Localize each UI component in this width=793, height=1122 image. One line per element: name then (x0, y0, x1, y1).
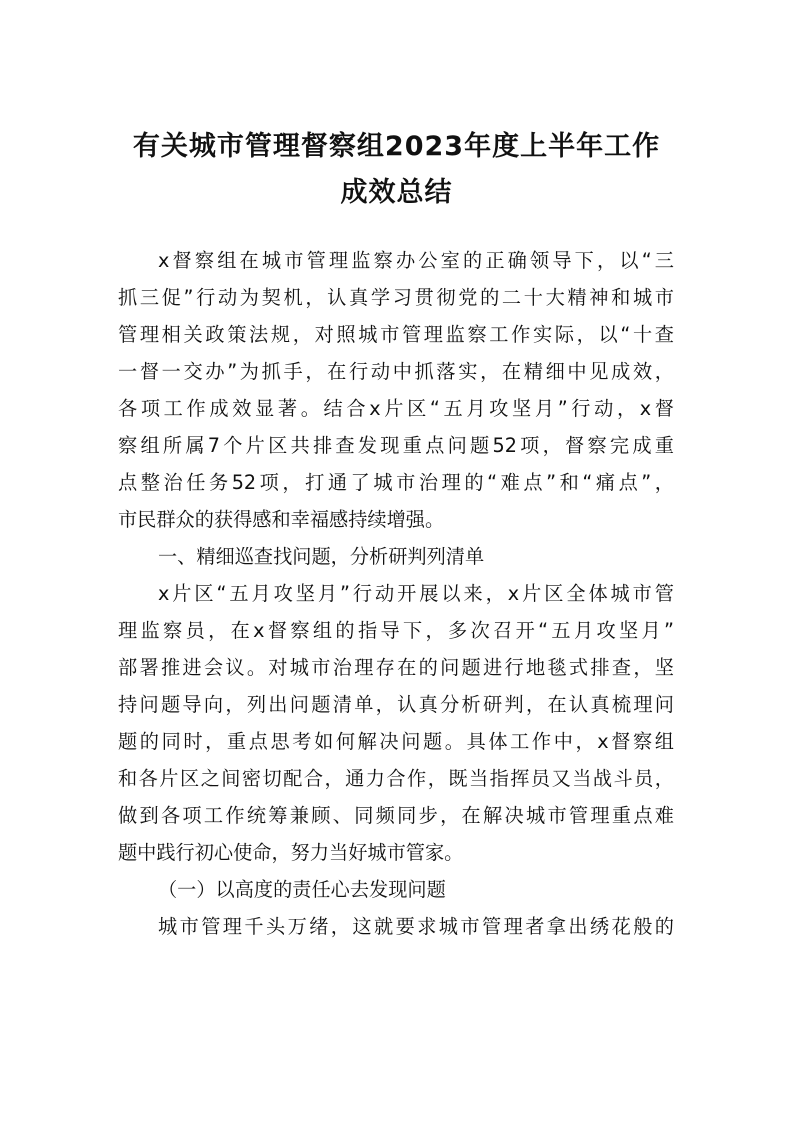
paragraph-line: 察组所属7个片区共排查发现重点问题52项，督察完成重 (118, 434, 674, 457)
paragraph-line: 题中践行初心使命，努力当好城市管家。 (118, 841, 464, 864)
paragraph-line: 题的同时，重点思考如何解决问题。具体工作中，x督察组 (118, 730, 674, 753)
document-title-line-1: 有关城市管理督察组2023年度上半年工作 (132, 131, 661, 162)
paragraph-line: 和各片区之间密切配合，通力合作，既当指挥员又当战斗员， (118, 767, 674, 790)
paragraph-line: 城市管理千头万绪，这就要求城市管理者拿出绣花般的 (158, 915, 674, 938)
document-title-line-2: 成效总结 (340, 177, 453, 208)
paragraph-line: 一督一交办”为抓手，在行动中抓落实，在精细中见成效， (118, 360, 674, 383)
paragraph-line: 点整治任务52项，打通了城市治理的“难点”和“痛点”， (118, 471, 674, 494)
paragraph-line: 做到各项工作统筹兼顾、同频同步，在解决城市管理重点难 (118, 804, 674, 827)
paragraph-line: 理监察员，在x督察组的指导下，多次召开“五月攻坚月” (118, 619, 674, 642)
paragraph-line: x督察组在城市管理监察办公室的正确领导下，以“三 (158, 249, 674, 272)
paragraph-line: 部署推进会议。对城市治理存在的问题进行地毯式排查，坚 (118, 656, 674, 679)
paragraph-line: 各项工作成效显著。结合x片区“五月攻坚月”行动，x督 (118, 397, 674, 420)
paragraph-line: 持问题导向，列出问题清单，认真分析研判，在认真梳理问 (118, 693, 674, 716)
subsection-heading: （一）以高度的责任心去发现问题 (158, 878, 446, 901)
paragraph-line: 抓三促”行动为契机，认真学习贯彻党的二十大精神和城市 (118, 286, 674, 309)
paragraph-line: x片区“五月攻坚月”行动开展以来，x片区全体城市管 (158, 582, 674, 605)
paragraph-line: 市民群众的获得感和幸福感持续增强。 (118, 508, 445, 531)
paragraph-line: 管理相关政策法规，对照城市管理监察工作实际，以“十查 (118, 323, 674, 346)
section-heading: 一、精细巡查找问题，分析研判列清单 (158, 545, 485, 568)
